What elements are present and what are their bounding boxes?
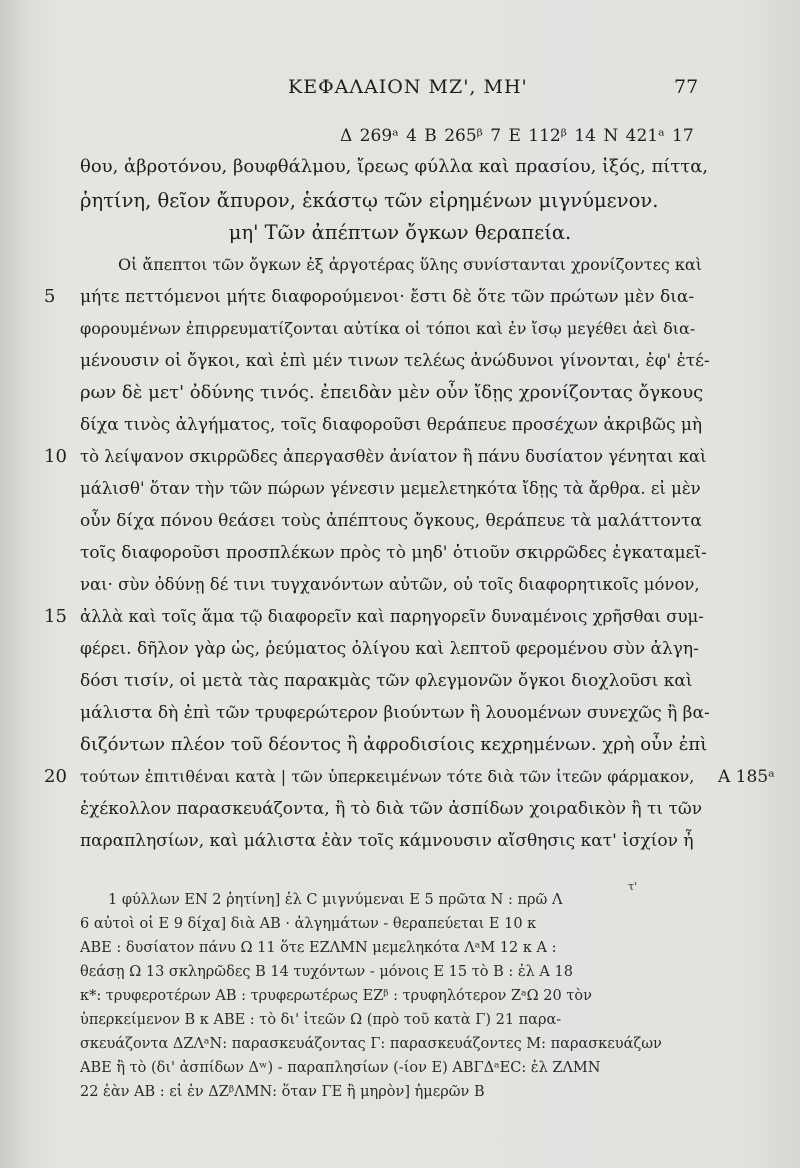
text-line: τοῖς διαφοροῦσι προσπλέκων πρὸς τὸ μηδ' ὁτιοῦν σκιρρῶδες ἐγκαταμεῖ-	[80, 543, 707, 563]
page-number: 77	[674, 76, 699, 98]
running-header	[0, 72, 800, 102]
text-line: φορουμένων ἐπιρρευματίζονται αὐτίκα οἱ τόποι καὶ ἐν ἴσῳ μεγέθει ἀεὶ δια-	[80, 319, 696, 338]
text-line: δόσι τισίν, οἱ μετὰ τὰς παρακμὰς τῶν φλεγμονῶν ὄγκοι διοχλοῦσι καὶ	[80, 671, 693, 691]
text-line: ἐχέκολλον παρασκευάζοντα, ἢ τὸ διὰ τῶν ἀσπίδων χοιραδικὸν ἢ τι τῶν	[80, 799, 703, 819]
text-line: φέρει. δῆλον γὰρ ὡς, ῥεύματος ὀλίγου καὶ λεπτοῦ φερομένου σὺν ἀλγη-	[80, 639, 699, 659]
line-number: 10	[44, 446, 67, 467]
section-title: μη' Τῶν ἀπέπτων ὄγκων θεραπεία.	[228, 221, 572, 244]
apparatus-line: ΑΒΕ : δυσίατον πάνυ Ω 11 ὅτε ΕΖΛΜΝ μεμεληκότα ΛᵃΜ 12 κ Α :	[80, 940, 557, 956]
apparatus-line: 1 φύλλων ΕΝ 2 ῥητίνη] ἐλ C μιγνύμεναι Ε 5 πρῶτα Ν : πρῶ Λ	[108, 892, 563, 908]
apparatus-mark: τ'	[628, 880, 638, 893]
apparatus-line: θεάσῃ Ω 13 σκληρῶδες Β 14 τυχόντων - μόνοις Ε 15 τὸ Β : ἐλ Α 18	[80, 964, 573, 980]
text-line: ἀλλὰ καὶ τοῖς ἅμα τῷ διαφορεῖν καὶ παρηγορεῖν δυναμένοις χρῆσθαι συμ-	[80, 607, 704, 626]
text-line: οὖν δίχα πόνου θεάσει τοὺς ἀπέπτους ὄγκους, θεράπευε τὰ μαλάττοντα	[80, 511, 702, 531]
apparatus-line: 6 αὐτοὶ οἱ Ε 9 δίχα] διὰ ΑΒ · ἀλγημάτων - θεραπεύεται Ε 10 κ	[80, 916, 537, 932]
chapter-title: ΚΕΦΑΛΑΙΟΝ ΜΖ', ΜΗ'	[288, 76, 528, 98]
line-number: 20	[44, 766, 67, 787]
text-line: ναι· σὺν ὀδύνῃ δέ τινι τυγχανόντων αὐτῶν, οὐ τοῖς διαφορητικοῖς μόνον,	[80, 575, 700, 594]
text-line: τὸ λείψανον σκιρρῶδες ἀπεργασθὲν ἀνίατον ἢ πάνυ δυσίατον γένηται καὶ	[80, 447, 707, 466]
apparatus-line: κ*: τρυφεροτέρων ΑΒ : τρυφερωτέρως ΕΖᵝ : τρυφηλότερον ΖᵃΩ 20 τὸν	[80, 988, 592, 1004]
text-line: διζόντων πλέον τοῦ δέοντος ἢ ἀφροδισίοις κεχρημένων. χρὴ οὖν ἐπὶ	[80, 734, 708, 755]
apparatus-line: ΑΒΕ ἢ τὸ (δι' ἀσπίδων Δʷ) - παραπλησίων (-ίον Ε) ΑΒΓΔᵃΕC: ἐλ ΖΛΜΝ	[80, 1060, 601, 1076]
text-line: παραπλησίων, καὶ μάλιστα ἐὰν τοῖς κάμνουσιν αἴσθησις κατ' ἰσχίον ἦ	[80, 831, 694, 851]
text-line: ρων δὲ μετ' ὀδύνης τινός. ἐπειδὰν μὲν οὖν ἴδῃς χρονίζοντας ὄγκους	[80, 382, 704, 403]
text-line: μάλιστα δὴ ἐπὶ τῶν τρυφερώτερον βιούντων ἢ λουομένων συνεχῶς ἢ βα-	[80, 703, 710, 723]
line-number: 15	[44, 606, 67, 627]
text-line: μάλισθ' ὅταν τὴν τῶν πώρων γένεσιν μεμελετηκότα ἴδῃς τὰ ἄρθρα. εἰ μὲν	[80, 479, 701, 498]
apparatus-line: σκευάζοντα ΔΖΛᵃΝ: παρασκευάζοντας Γ: παρασκευάζοντες Μ: παρασκευάζων	[80, 1036, 662, 1052]
text-line: ῥητίνη, θεῖον ἄπυρον, ἑκάστῳ τῶν εἰρημένων μιγνύμενον.	[80, 189, 659, 212]
line-number: 5	[44, 286, 56, 307]
text-line: δίχα τινὸς ἀλγήματος, τοῖς διαφοροῦσι θεράπευε προσέχων ἀκριβῶς μὴ	[80, 415, 703, 435]
apparatus-line: 22 ἐὰν ΑΒ : εἰ ἐν ΔΖᵝΛΜΝ: ὅταν ΓΕ ἢ μηρὸν] ἡμερῶν Β	[80, 1084, 485, 1100]
text-line: Οἱ ἄπεπτοι τῶν ὄγκων ἐξ ἀργοτέρας ὕλης συνίστανται χρονίζοντες καὶ	[118, 255, 702, 274]
apparatus-line: ὑπερκείμενον Β κ ΑΒΕ : τὸ δι' ἰτεῶν Ω (πρὸ τοῦ κατὰ Γ) 21 παρα-	[80, 1012, 562, 1028]
text-line: θου, ἀβροτόνου, βουφθάλμου, ἴρεως φύλλα καὶ πρασίου, ἰξός, πίττα,	[80, 156, 709, 177]
margin-reference: Α 185ᵃ	[718, 767, 775, 787]
manuscript-sigla: Δ 269ᵃ 4 Β 265ᵝ 7 Ε 112ᵝ 14 Ν 421ᵃ 17	[340, 126, 694, 146]
text-line: μήτε πεττόμενοι μήτε διαφορούμενοι· ἔστι δὲ ὅτε τῶν πρώτων μὲν δια-	[80, 287, 695, 307]
text-line: τούτων ἐπιτιθέναι κατὰ | τῶν ὑπερκειμένων τότε διὰ τῶν ἰτεῶν φάρμακον,	[80, 767, 695, 786]
text-line: μένουσιν οἱ ὄγκοι, καὶ ἐπὶ μέν τινων τελέως ἀνώδυνοι γίνονται, ἐφ' ἑτέ-	[80, 351, 710, 371]
